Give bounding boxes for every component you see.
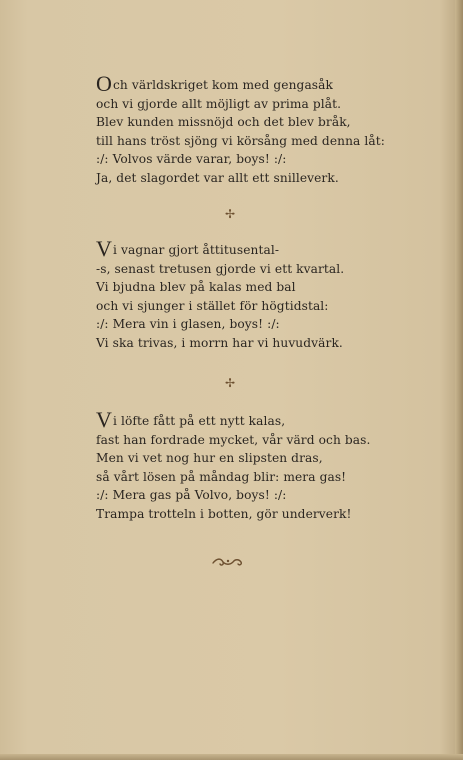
stanza-3 [96,407,396,524]
verse-line: Ja, det slagordet var allt ett snilleverk. [96,170,339,185]
first-line-text: i vagnar gjort åttitusental- [113,243,280,257]
verse-line: Trampa trotteln i botten, gör underverk! [96,506,352,521]
verse-line: -s, senast tretusen gjorde vi ett kvartal. [96,261,345,276]
first-line-text: ch världskriget kom med gengasåk [113,78,334,92]
verse-line: :/: Mera gas på Volvo, boys! :/: [96,488,287,503]
verse-line: och vi gjorde allt möjligt av prima plåt. [96,96,342,111]
drop-initial: V [96,407,112,432]
verse-line: så vårt lösen på måndag blir: mera gas! [96,469,347,484]
stanza-first-line [96,236,396,261]
fleuron-icon: ✢ [224,376,236,390]
verse-line: :/: Mera vin i glasen, boys! :/: [96,317,280,332]
first-line-text: i löfte fått på ett nytt kalas, [113,414,286,428]
verse-line: Vi bjudna blev på kalas med bal [96,280,296,295]
verse-line: Vi ska trivas, i morrn har vi huvudvärk. [96,335,343,350]
verse-line: :/: Volvos värde varar, boys! :/: [96,152,287,167]
drop-initial: V [96,236,112,261]
drop-initial: O [96,71,112,96]
stanza-first-line [96,71,396,96]
verse-line: och vi sjunger i stället för högtidstal: [96,298,329,313]
verse-line: Blev kunden missnöjd och det blev bråk, [96,115,351,130]
verse-line: Men vi vet nog hur en slipsten dras, [96,451,323,466]
page-edge [455,0,463,760]
verse-line: till hans tröst sjöng vi körsång med denna låt: [96,133,385,148]
verse-line: fast han fordrade mycket, vår värd och bas. [96,432,371,447]
stanza-2 [96,236,396,353]
stanza-first-line [96,407,396,432]
page-edge-bottom [0,754,463,760]
fleuron-icon: ✢ [224,207,236,221]
swash-ornament-icon [211,556,245,568]
stanza-1 [96,71,396,188]
